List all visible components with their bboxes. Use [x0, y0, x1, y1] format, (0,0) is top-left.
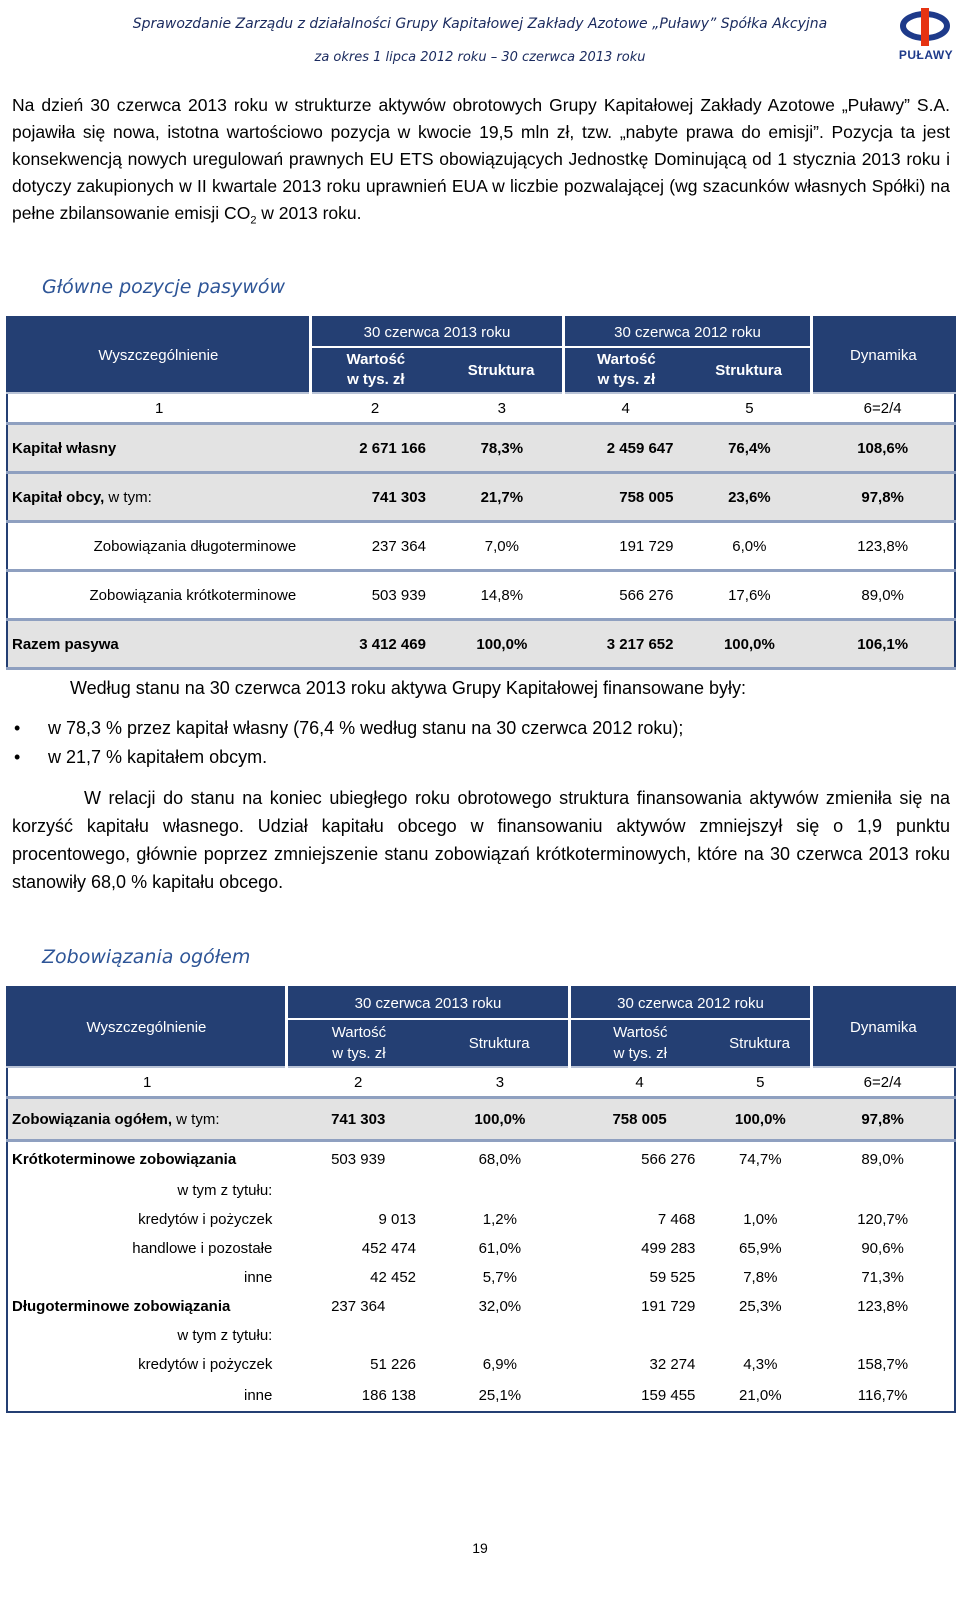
- table-row-short-term-liabilities: Krótkoterminowe zobowiązania 503 939 68,0% 566 276 74,7% 89,0%: [12, 1150, 904, 1168]
- col-header-value-2012: Wartość w tys. zł: [570, 1019, 710, 1067]
- summary-paragraph: W relacji do stanu na koniec ubiegłego roku obrotowego struktura finansowania aktywów zmieniła się na korzyść kapitału własnego. Udział kapitału obcego w finansowaniu aktywów zmniejszył się o 1,9 punktu procentowego, głównie poprzez zmniejszenie stanu zobowiązań krótkoterminowych, które na 30 czerwca 2013 roku stanowiły 68,0 % kapitału obcego.: [12, 788, 950, 892]
- col-header-dynamics: Dynamika: [811, 987, 955, 1067]
- col-header-value-2013: Wartość w tys. zł: [310, 347, 440, 393]
- table-row-long-term-liabilities: Długoterminowe zobowiązania 237 364 32,0% 191 729 25,3% 123,8%: [12, 1298, 909, 1315]
- col-header-value-2012: Wartość w tys. zł: [564, 347, 688, 393]
- col-number: 5: [687, 393, 811, 424]
- table-row-trade: handlowe i pozostałe 452 474 61,0% 499 283 65,9% 90,6%: [132, 1240, 904, 1257]
- section-title-liabilities: Główne pozycje pasywów: [42, 276, 286, 298]
- bullet-item: • w 21,7 % kapitałem obcym.: [14, 747, 268, 767]
- col-header-spec: Wyszczególnienie: [7, 987, 286, 1067]
- col-header-structure-2013: Struktura: [430, 1019, 570, 1067]
- table-row-loans: kredytów i pożyczek 9 013 1,2% 7 468 1,0% 120,7%: [138, 1211, 909, 1228]
- col-number: 2: [310, 393, 440, 424]
- table-row-total-liabilities: Zobowiązania ogółem, w tym: 741 303 100,0% 758 005 100,0% 97,8%: [7, 1098, 955, 1141]
- col-number: 6=2/4: [811, 393, 955, 424]
- table-row-total: Razem pasywa 3 412 469 100,0% 3 217 652 100,0% 106,1%: [7, 620, 955, 669]
- col-header-structure-2012: Struktura: [709, 1019, 811, 1067]
- table-row-external-capital: Kapitał obcy, w tym: 741 303 21,7% 758 005 23,6% 97,8%: [7, 473, 955, 522]
- col-header-structure-2013: Struktura: [440, 347, 564, 393]
- col-number: 6=2/4: [811, 1067, 955, 1098]
- col-number: 1: [7, 393, 310, 424]
- summary-lead: Według stanu na 30 czerwca 2013 roku aktywa Grupy Kapitałowej finansowane były:: [70, 678, 747, 698]
- col-header-value-2013: Wartość w tys. zł: [286, 1019, 430, 1067]
- col-header-dynamics: Dynamika: [811, 317, 955, 393]
- col-number: 3: [440, 393, 564, 424]
- col-number: 5: [709, 1067, 811, 1098]
- table-row-other: inne 186 138 25,1% 159 455 21,0% 116,7%: [244, 1386, 908, 1404]
- bullet-item: • w 78,3 % przez kapitał własny (76,4 % według stanu na 30 czerwca 2012 roku);: [14, 718, 684, 738]
- report-header-title: Sprawozdanie Zarządu z działalności Grupy Kapitałowej Zakłady Azotowe „Puławy” Spółka Akcyjna: [132, 16, 828, 32]
- section-title-total-liabilities: Zobowiązania ogółem: [42, 946, 251, 968]
- col-header-2013: 30 czerwca 2013 roku: [286, 987, 569, 1019]
- col-header-2013: 30 czerwca 2013 roku: [310, 317, 564, 347]
- col-header-structure-2012: Struktura: [687, 347, 811, 393]
- table-row-loans: kredytów i pożyczek 51 226 6,9% 32 274 4,3% 158,7%: [138, 1356, 909, 1373]
- col-number: 3: [430, 1067, 570, 1098]
- col-header-2012: 30 czerwca 2012 roku: [564, 317, 812, 347]
- table-row-including: w tym z tytułu:: [177, 1327, 273, 1344]
- total-liabilities-table: [6, 986, 956, 1413]
- col-number: 1: [7, 1067, 286, 1098]
- page-number: 19: [472, 1540, 488, 1556]
- col-header-2012: 30 czerwca 2012 roku: [570, 987, 812, 1019]
- logo-text: PUŁAWY: [898, 48, 954, 62]
- col-number: 4: [564, 393, 688, 424]
- col-number: 2: [286, 1067, 430, 1098]
- table-row-long-term: Zobowiązania długoterminowe 237 364 7,0% 191 729 6,0% 123,8%: [7, 522, 955, 571]
- table-row-other: inne 42 452 5,7% 59 525 7,8% 71,3%: [244, 1269, 904, 1286]
- report-header-period: za okres 1 lipca 2012 roku – 30 czerwca 2013 roku: [314, 50, 646, 65]
- liabilities-table: [6, 316, 956, 670]
- table-row-including: w tym z tytułu:: [177, 1182, 273, 1199]
- col-header-spec: Wyszczególnienie: [7, 317, 310, 393]
- intro-paragraph: Na dzień 30 czerwca 2013 roku w strukturze aktywów obrotowych Grupy Kapitałowej Zakłady Azotowe „Puławy” S.A. pojawiła się nowa, istotna wartościowo pozycja w kwocie 19,5 mln zł, tzw. „nabyte prawa do emisji”. Pozycja ta jest konsekwencją nowych uregulowań prawnych EU ETS obowiązujących Jednostkę Dominującą od 1 stycznia 2013 roku i dotyczy zakupionych w II kwartale 2013 roku uprawnień EUA w liczbie pozwalającej (wg szacunków własnych Spółki) na pełne zbilansowanie emisji $CO_2$ w 2013 roku.: [12, 95, 950, 227]
- col-number: 4: [570, 1067, 710, 1098]
- table-row-short-term: Zobowiązania krótkoterminowe 503 939 14,8% 566 276 17,6% 89,0%: [7, 571, 955, 620]
- table-row-equity: Kapitał własny 2 671 166 78,3% 2 459 647 76,4% 108,6%: [7, 424, 955, 473]
